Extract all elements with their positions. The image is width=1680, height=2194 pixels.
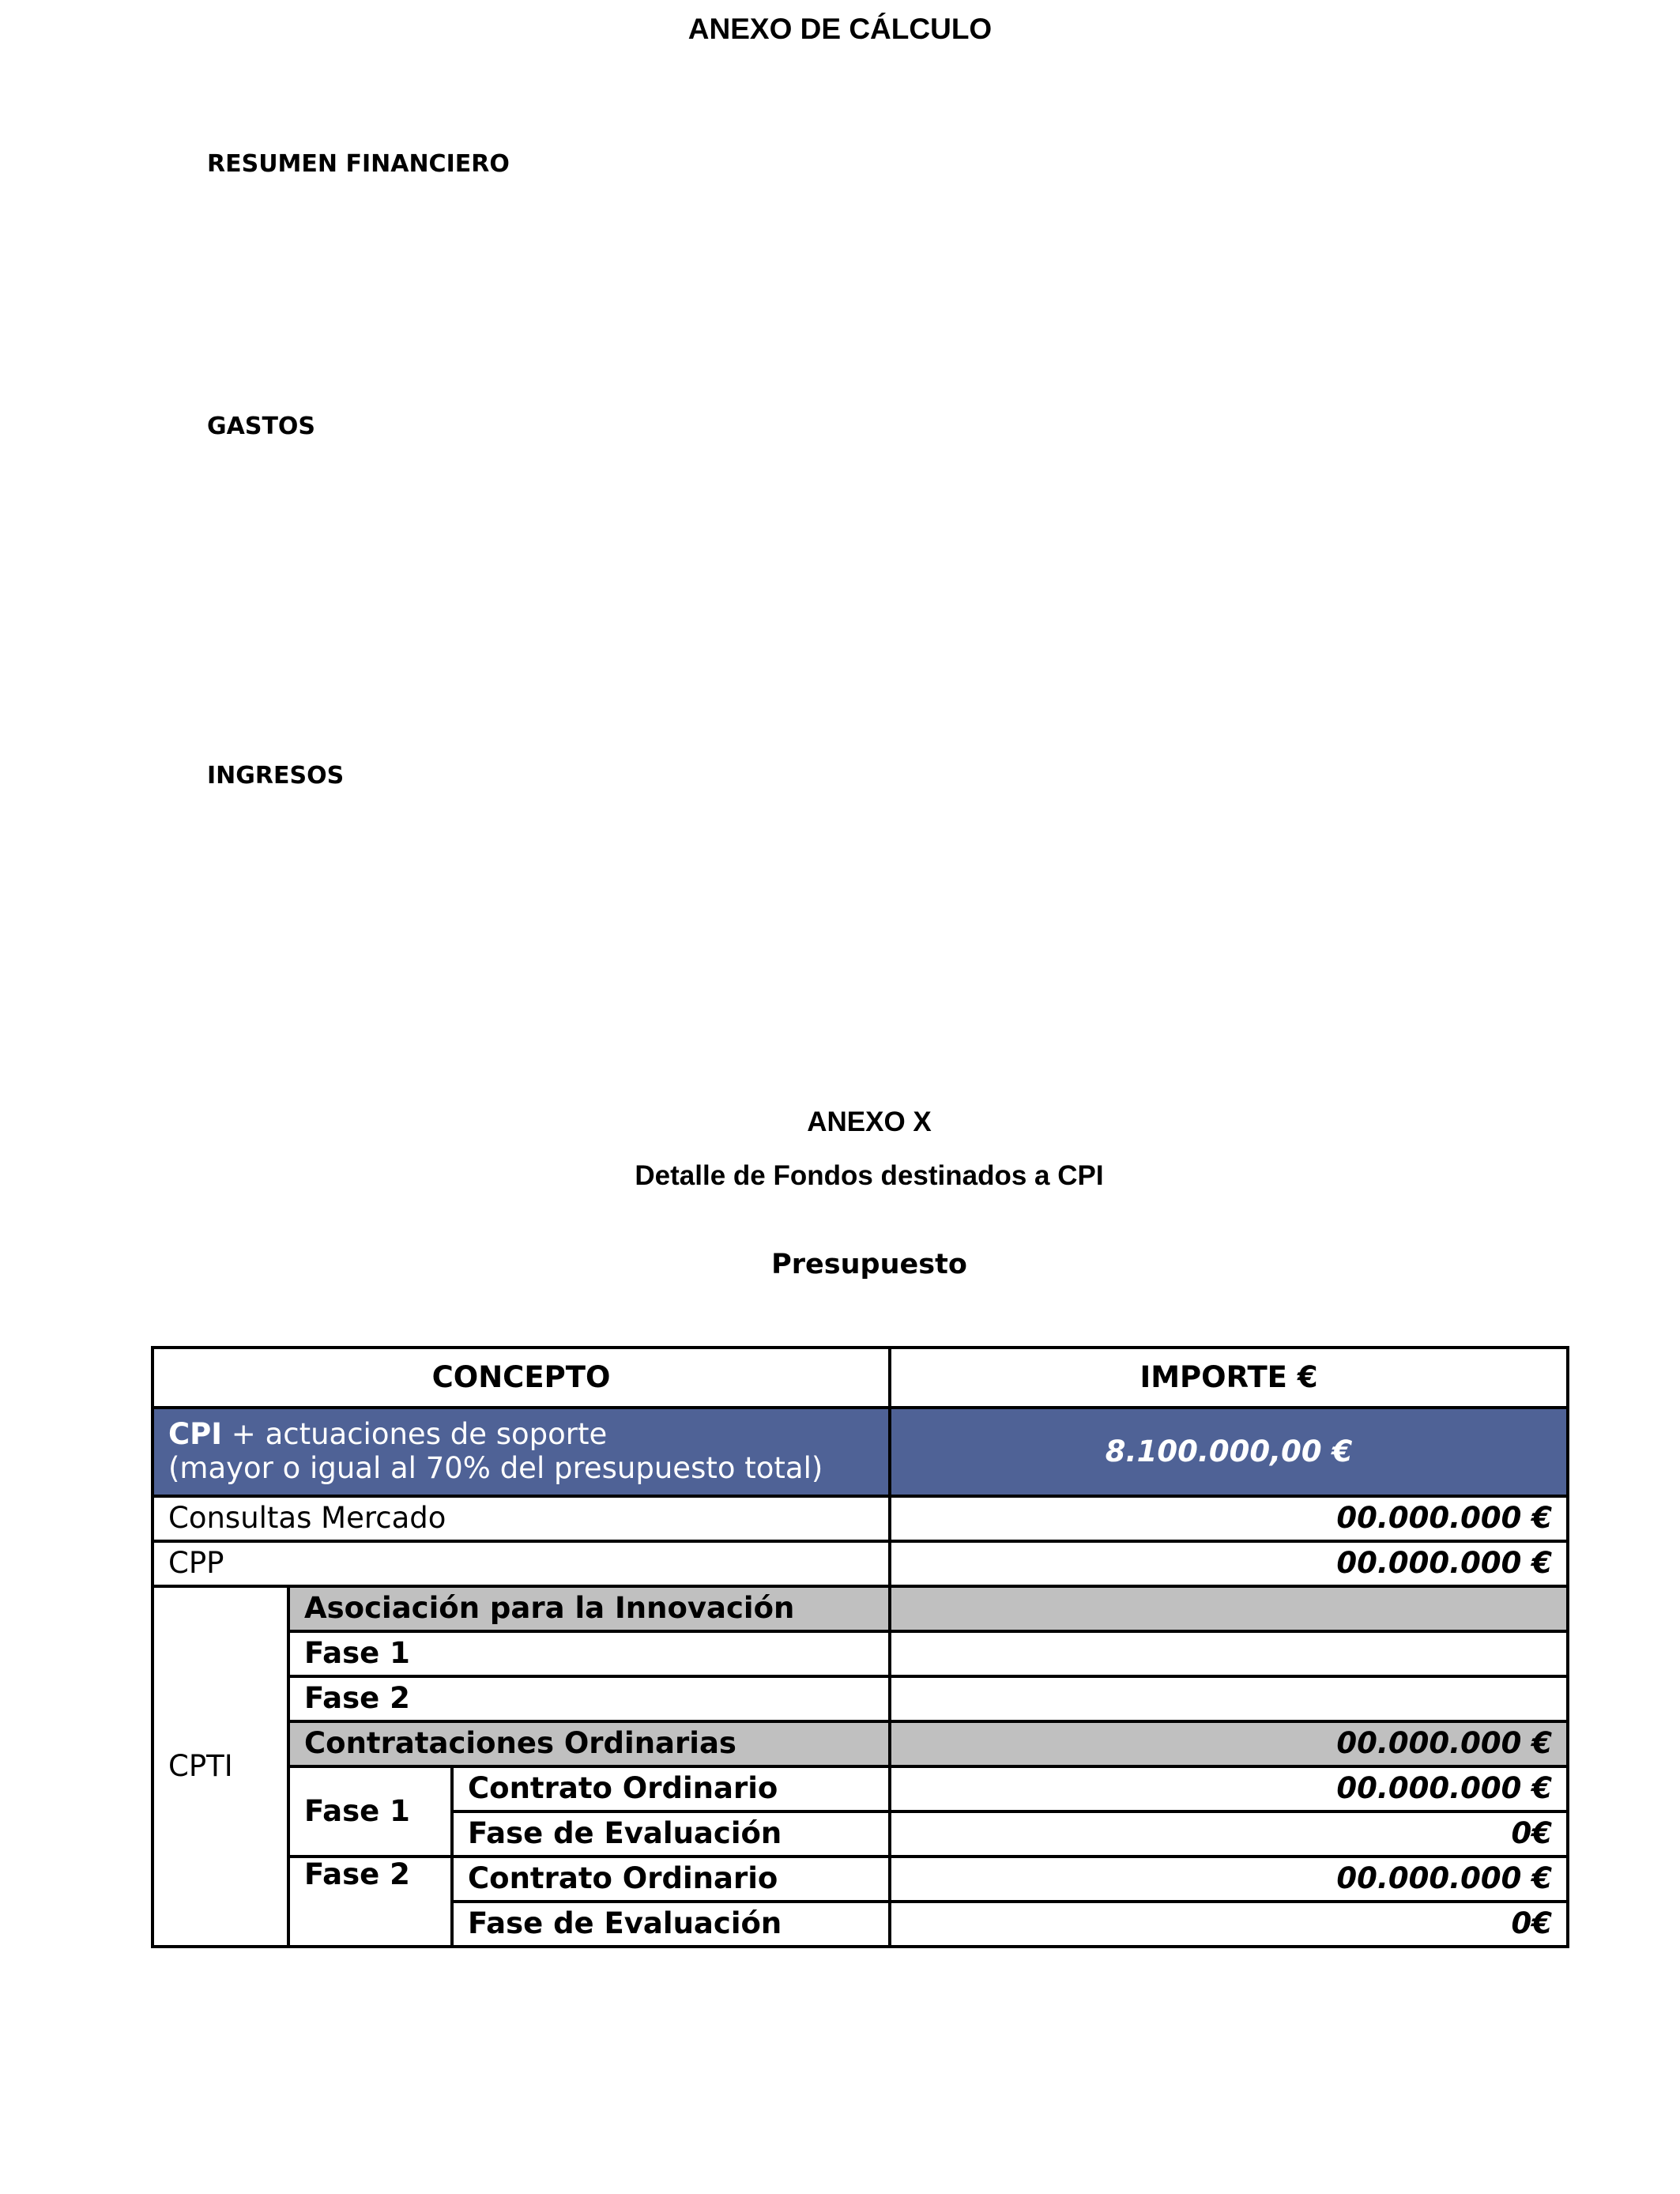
cpi-label-line2: (mayor o igual al 70% del presupuesto total) (168, 1451, 823, 1485)
ord-fase1-contrato-label: Contrato Ordinario (452, 1766, 890, 1811)
asociacion-amount (890, 1586, 1568, 1631)
asoc-fase2-amount (890, 1676, 1568, 1721)
consultas-amount: 00.000.000 € (890, 1496, 1568, 1541)
cpi-amount: 8.100.000,00 € (890, 1408, 1568, 1496)
ord-fase1-contrato-amount: 00.000.000 € (890, 1766, 1568, 1811)
section-resumen-financiero: RESUMEN FINANCIERO (207, 150, 510, 178)
asoc-fase1-label: Fase 1 (288, 1631, 890, 1676)
budget-label: Presupuesto (771, 1249, 967, 1280)
table-row-cpi (153, 1408, 1568, 1496)
ord-fase1-label: Fase 1 (288, 1766, 452, 1857)
table-row-ord-fase1-contrato (153, 1766, 1568, 1811)
asoc-fase1-amount (890, 1631, 1568, 1676)
table-row-cpp (153, 1541, 1568, 1586)
table-row-consultas (153, 1496, 1568, 1541)
cpi-label-rest: + actuaciones de soporte (222, 1417, 608, 1452)
table-row-ord-fase2-contrato (153, 1857, 1568, 1902)
ord-fase2-evaluacion-amount: 0€ (890, 1902, 1568, 1947)
consultas-label: Consultas Mercado (153, 1496, 890, 1541)
ord-fase2-contrato-amount: 00.000.000 € (890, 1857, 1568, 1902)
cpi-label-bold: CPI (168, 1417, 223, 1452)
table-row-ordinarias (153, 1721, 1568, 1766)
header-concepto: CONCEPTO (153, 1348, 890, 1408)
ordinarias-amount: 00.000.000 € (890, 1721, 1568, 1766)
asoc-fase2-label: Fase 2 (288, 1676, 890, 1721)
ord-fase1-evaluacion-label: Fase de Evaluación (452, 1811, 890, 1857)
table-row-asoc-fase2 (153, 1676, 1568, 1721)
table-header-row (153, 1348, 1568, 1408)
ordinarias-label: Contrataciones Ordinarias (288, 1721, 890, 1766)
budget-table (151, 1346, 1569, 1948)
annex-title: ANEXO X (807, 1106, 932, 1137)
header-importe: IMPORTE € (890, 1348, 1568, 1408)
table-row-asociacion (153, 1586, 1568, 1631)
asociacion-label: Asociación para la Innovación (288, 1586, 890, 1631)
cpp-amount: 00.000.000 € (890, 1541, 1568, 1586)
ord-fase2-evaluacion-label: Fase de Evaluación (452, 1902, 890, 1947)
section-gastos: GASTOS (207, 413, 316, 440)
section-ingresos: INGRESOS (207, 762, 345, 790)
table-row-asoc-fase1 (153, 1631, 1568, 1676)
cpi-concept-cell (153, 1408, 890, 1496)
annex-subtitle: Detalle de Fondos destinados a CPI (635, 1160, 1104, 1191)
page-title: ANEXO DE CÁLCULO (687, 13, 993, 45)
ord-fase2-label: Fase 2 (288, 1857, 452, 1947)
ord-fase1-evaluacion-amount: 0€ (890, 1811, 1568, 1857)
cpp-label: CPP (153, 1541, 890, 1586)
cpti-label: CPTI (153, 1586, 288, 1947)
ord-fase2-contrato-label: Contrato Ordinario (452, 1857, 890, 1902)
